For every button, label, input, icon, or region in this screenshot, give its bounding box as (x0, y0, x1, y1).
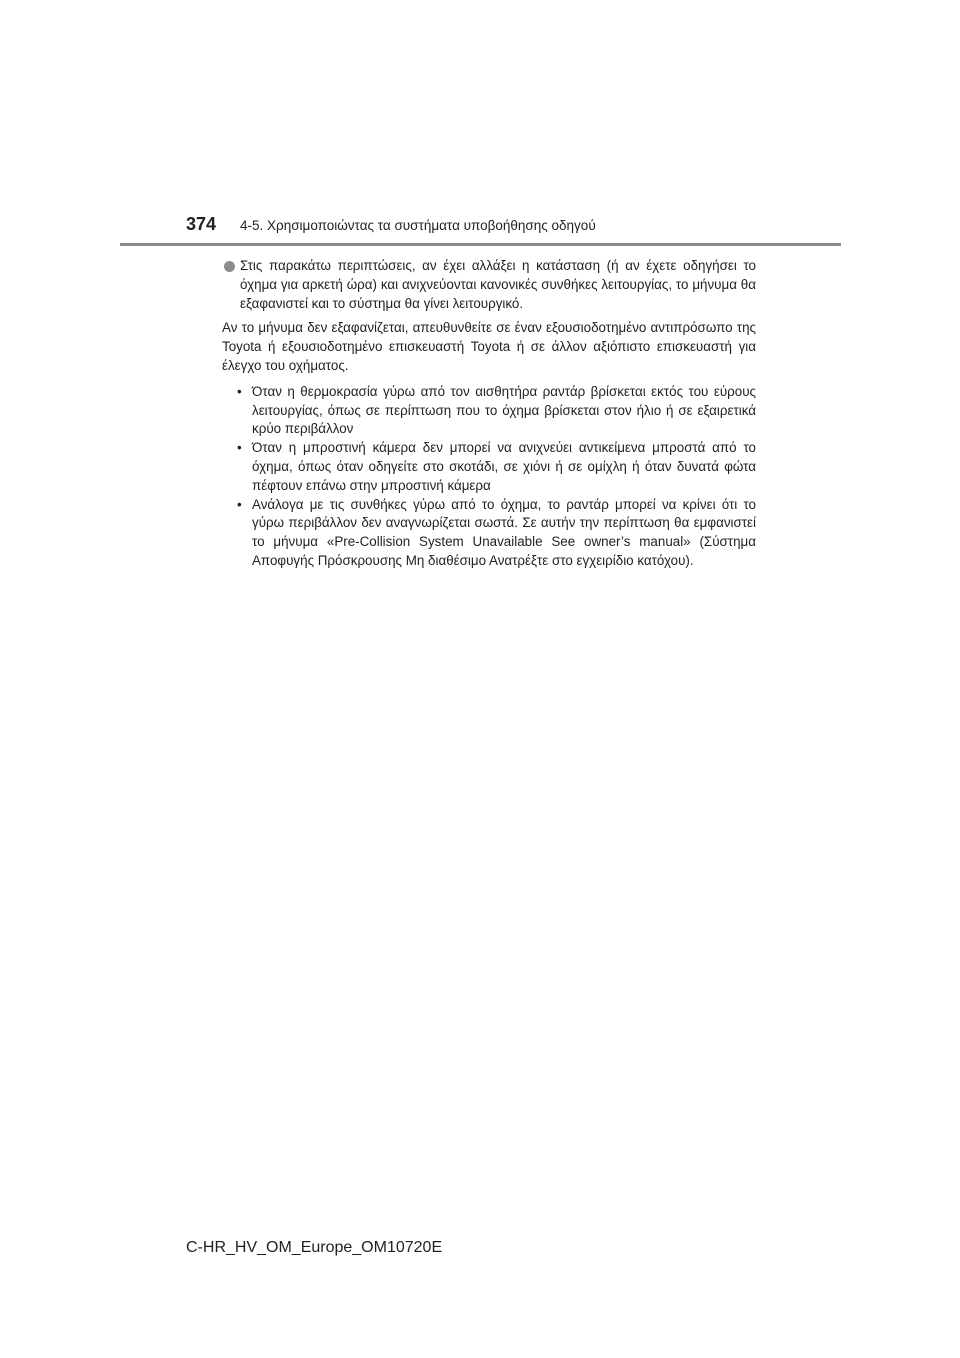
document-code: C-HR_HV_OM_Europe_OM10720E (186, 1239, 443, 1256)
list-item (222, 439, 756, 495)
bullet-paragraph (222, 257, 756, 313)
list-item (222, 383, 756, 439)
list-bullet-icon: • (237, 383, 242, 399)
list-bullet-icon: • (237, 440, 242, 456)
list-item (222, 496, 756, 571)
list-bullet-icon: • (237, 496, 242, 512)
list-item-text: Όταν η μπροστινή κάμερα δεν μπορεί να ανιχνεύει αντικείμενα μπροστά από το όχημα, όπως όταν οδηγείτε στο σκοτάδι, σε χιόνι ή σε ομίχλη ή όταν δυνατά φώτα πέφτουν επάνω στην μπροστινή κάμερα (252, 440, 756, 493)
bullet-paragraph-text: Στις παρακάτω περιπτώσεις, αν έχει αλλάξει η κατάσταση (ή αν έχετε οδηγήσει το όχημα για αρκετή ώρα) και ανιχνεύονται κανονικές συνθήκες λειτουργίας, το μήνυμα θα εξαφανιστεί και το σύστημα θα γίνει λειτουργικό. (240, 258, 756, 311)
round-bullet-icon (224, 261, 235, 272)
page-content (222, 257, 756, 571)
body-paragraph: Αν το μήνυμα δεν εξαφανίζεται, απευθυνθείτε σε έναν εξουσιοδοτημένο αντιπρόσωπο της Toyota ή εξουσιοδοτημένο επισκευαστή Toyota ή σε άλλον αξιόπιστο επισκευαστή για έλεγχο του οχήματος. (222, 320, 756, 373)
section-title: 4-5. Χρησιμοποιώντας τα συστήματα υποβοήθησης οδηγού (240, 218, 596, 233)
list-item-text: Ανάλογα με τις συνθήκες γύρω από το όχημα, το ραντάρ μπορεί να κρίνει ότι το γύρω περιβάλλον δεν αναγνωρίζεται σωστά. Σε αυτήν την περίπτωση θα εμφανιστεί το μήνυμα «Pre-Collision System Unavailable See owner’s manual» (Σύστημα Αποφυγής Πρόσκρουσης Μη διαθέσιμο Ανατρέξτε στο εγχειρίδιο κατόχου). (252, 496, 756, 568)
page-header (186, 214, 596, 242)
header-divider (120, 243, 841, 246)
condition-list (222, 383, 756, 571)
page-number: 374 (186, 214, 217, 234)
list-item-text: Όταν η θερμοκρασία γύρω από τον αισθητήρα ραντάρ βρίσκεται εκτός του εύρους λειτουργίας, όπως σε περίπτωση που το όχημα βρίσκεται στον ήλιο ή σε εξαιρετικά κρύο περιβάλλον (252, 383, 756, 437)
